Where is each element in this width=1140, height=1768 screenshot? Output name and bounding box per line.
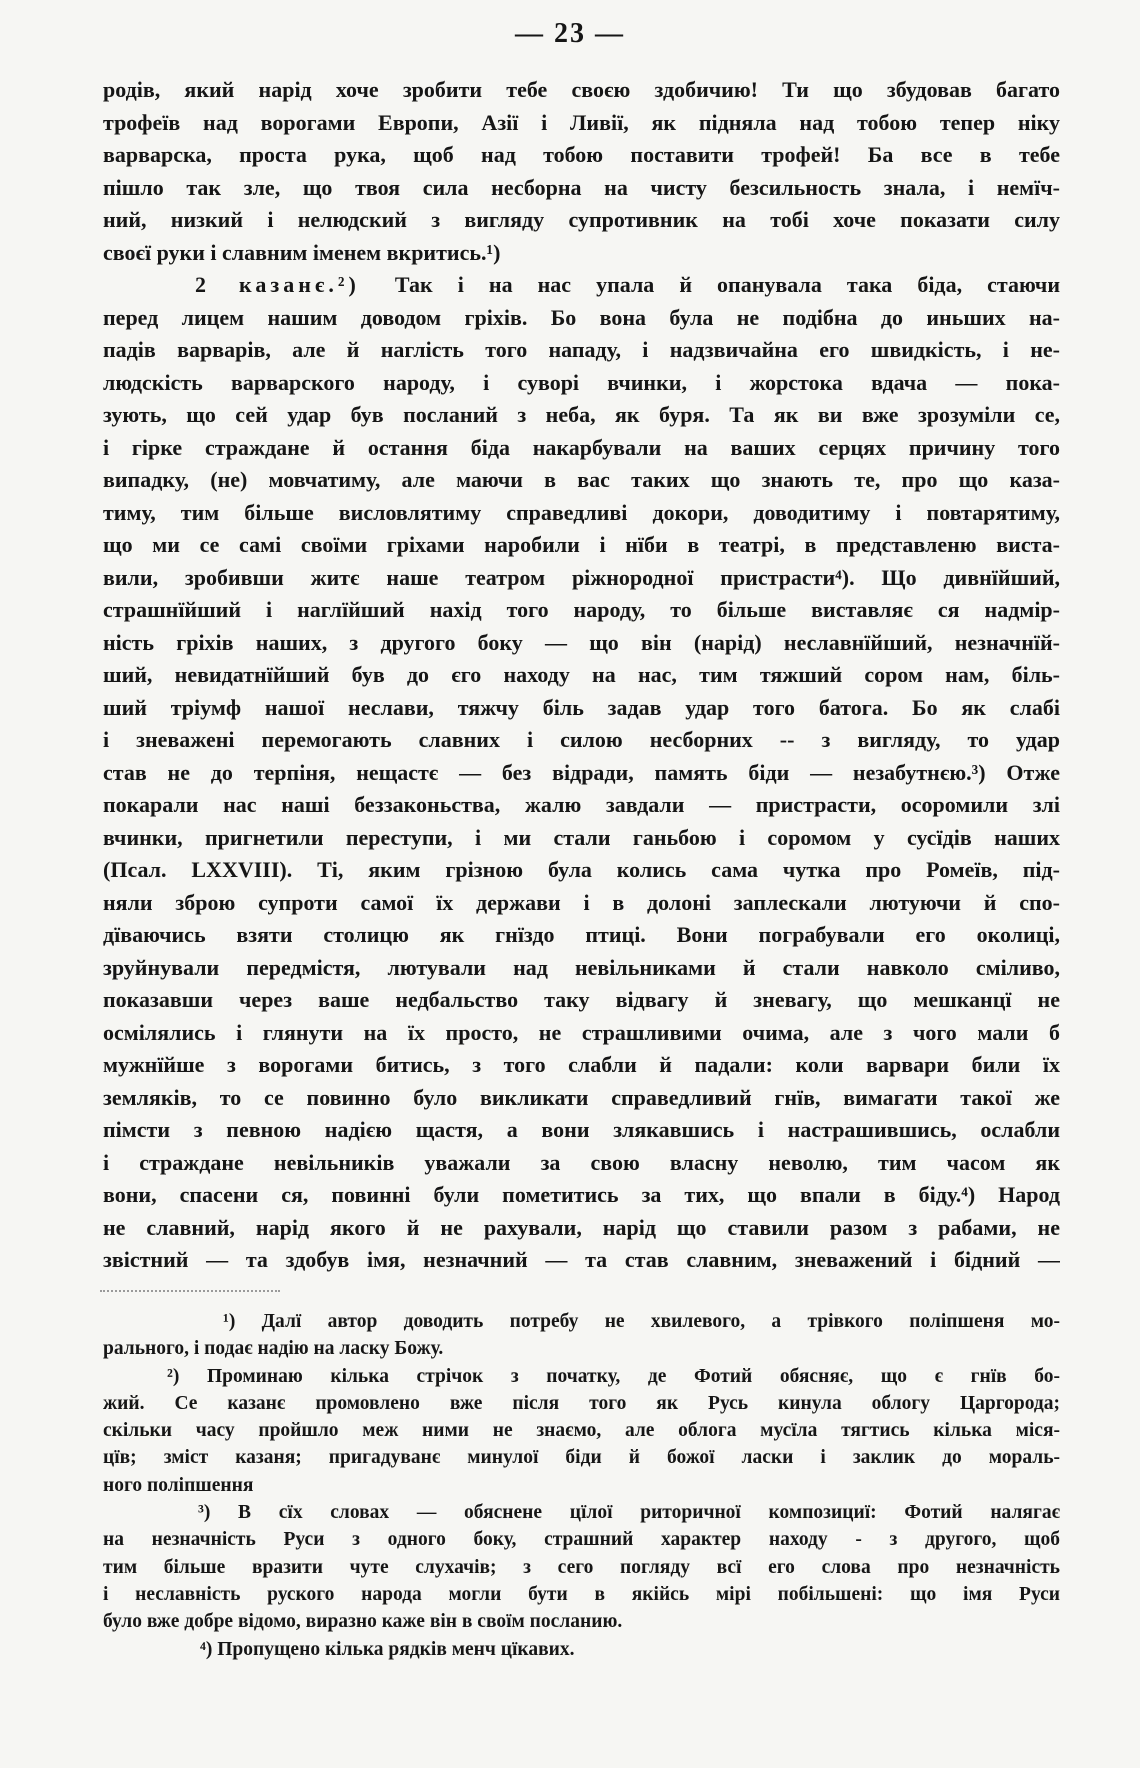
body-line: осмілялись і глянути на їх просто, не страшливими очима, але з чого мали б	[103, 1019, 1060, 1045]
footnotes	[103, 1308, 1060, 1663]
body-line: вчинки, пригнетили переступи, і ми стали ганьбою і соромом у сусїдів наших	[103, 824, 1060, 850]
footnote-2	[103, 1363, 1060, 1499]
main-text	[103, 74, 1060, 1277]
body-line: мужнїйше з ворогами битись, з того слабли й падали: коли варвари били їх	[103, 1052, 1060, 1077]
body-line: дїваючись взяти столицю як гнїздо птиці. Вони пограбували его околиці,	[103, 922, 1060, 947]
section-heading: 2 казанє.²)	[195, 272, 360, 297]
footnote-3	[103, 1499, 1060, 1635]
footnote-4	[103, 1636, 1060, 1663]
body-line: пішло так зле, що твоя сила несборна на чисту безсильность знала, і немїч-	[103, 174, 1060, 200]
footnote-line: ного поліпшення	[103, 1474, 254, 1496]
page-number: — 23 —	[515, 18, 625, 49]
body-line: вони, спасени ся, повинні були пометитись за тих, що впали в біду.⁴) Народ	[103, 1182, 1060, 1207]
body-line: падів варварів, але й наглість того нападу, і надзвичайна его швидкість, і не-	[103, 337, 1060, 362]
body-line: зруйнували передмістя, лютували над невільниками й стали навколо сміливо,	[103, 954, 1060, 980]
body-line: і страждане невільників уважали за свою власну неволю, тим часом як	[103, 1149, 1060, 1175]
footnote-line: на незначність Руси з одного боку, страшний характер находу - з другого, щоб	[103, 1529, 1060, 1551]
body-line: земляків, то се повинно було викликати справедливий гнїв, вимагати такої же	[103, 1084, 1060, 1110]
footnote-line: рального, і подає надію на ласку Божу.	[103, 1338, 444, 1360]
footnote-line: скільки часу пройшло меж ними не знаємо, але облога мусїла тягтись кілька міся-	[103, 1420, 1060, 1442]
footnote-line: було вже добре відомо, виразно каже він в своїм посланию.	[103, 1611, 623, 1633]
body-line: зують, що сей удар був посланий з неба, як буря. Та як ви вже зрозуміли се,	[103, 402, 1060, 427]
footnote-1	[103, 1308, 1060, 1363]
footnote-line: жий. Се казанє промовлено вже після того як Русь кинула облогу Царгорода;	[103, 1392, 1060, 1414]
body-line: звістний — та здобув імя, незначний — та став славним, зневажений і бідний —	[103, 1247, 1060, 1272]
body-line: що ми се самі своїми гріхами наробили і нїби в театрі, в представленю виста-	[103, 532, 1060, 557]
body-line: ший, невидатнїйший був до єго находу на нас, тим тяжший сором нам, біль-	[103, 662, 1060, 687]
body-line: випадку, (не) мовчатиму, але маючи в вас таких що знають те, про що каза-	[103, 467, 1060, 492]
body-line: няли зброю супроти самої їх держави і в долоні заплескали лютуючи й спо-	[103, 889, 1060, 915]
body-line: ний, низкий і нелюдский з вигляду супротивник на тобі хоче показати силу	[103, 207, 1060, 232]
body-line: став не до терпіня, нещастє — без відради, память біди — незабутнєю.³) Отже	[103, 759, 1060, 785]
body-line: тиму, тим більше висловлятиму справедливі докори, доводитиму і повтарятиму,	[103, 499, 1060, 525]
body-line: показавши через ваше недбальство таку відвагу й зневагу, що мешканцї не	[103, 987, 1060, 1012]
body-line: родів, який нарід хоче зробити тебе своєю здобичию! Ти що збудовав багато	[103, 77, 1060, 102]
footnote-line: ²) Проминаю кілька стрічок з початку, де Фотий обясняє, що є гнїв бо-	[167, 1365, 1060, 1387]
footnote-line: ¹) Далї автор доводить потребу не хвилевого, а трівкого поліпшеня мо-	[223, 1311, 1060, 1332]
footnote-line: і неславність руского народа могли бути в якійсь мірі побільшені: що імя Руси	[103, 1583, 1060, 1605]
body-line: своєї руки і славним іменем вкритись.¹)	[103, 239, 501, 265]
body-line: людскість варварского народу, і суворі вчинки, і жорстока вдача — пока-	[103, 369, 1060, 395]
footnote-line: тим більше вразити чуте слухачів; з сего погляду всї его слова про незначність	[103, 1556, 1060, 1578]
section-start-line	[103, 269, 1060, 302]
body-line: перед лицем нашим доводом гріхів. Бо вона була не подібна до иньших на-	[103, 304, 1060, 330]
body-line: варварска, проста рука, щоб над тобою поставити трофей! Ба все в тебе	[103, 142, 1060, 167]
body-line-text: Так і на нас упала й опанувала така біда, стаючи	[394, 272, 1060, 297]
body-line: страшнїйший і наглїйший нахід того народу, то більше виставляє ся надмір-	[103, 597, 1060, 622]
body-line: ший тріумф нашої неслави, тяжчу біль задав удар того батога. Бо як слабі	[103, 694, 1060, 720]
body-line: ність гріхів наших, з другого боку — що він (нарід) неславнїйший, незначнїй-	[103, 629, 1060, 655]
body-line: і зневажені перемогають славних і силою несборних -- з вигляду, то удар	[103, 727, 1060, 752]
footnote-line: ⁴) Пропущено кілька рядків менч цїкавих.	[200, 1638, 575, 1660]
footnote-line: ³) В сїх словах — обяснене цїлої риторичної композициї: Фотий налягає	[198, 1502, 1060, 1524]
body-line: не славний, нарід якого й не рахували, нарід що ставили разом з рабами, не	[103, 1214, 1060, 1240]
body-line: трофеїв над ворогами Европи, Азії і Ливії, як підняла над тобою тепер ніку	[103, 109, 1060, 135]
body-line: (Псал. LXXVIII). Ті, яким грізною була колись сама чутка про Ромеїв, під-	[103, 857, 1060, 882]
footnote-separator	[100, 1290, 280, 1292]
body-line: покарали нас наші беззаконьства, жалю завдали — пристрасти, осоромили злі	[103, 792, 1060, 817]
body-line: і гірке страждане й остання біда накарбували на ваших серцях причину того	[103, 434, 1060, 460]
body-line: пімсти з певною надією щастя, а вони злякавшись і настрашившись, ослабли	[103, 1117, 1060, 1142]
footnote-line: цїв; зміст казаня; пригадуванє минулої біди й божої ласки і заклик до мораль-	[103, 1447, 1060, 1469]
body-line: вили, зробивши житє наше театром ріжнородної пристрасти⁴). Що дивнїйший,	[103, 564, 1060, 590]
